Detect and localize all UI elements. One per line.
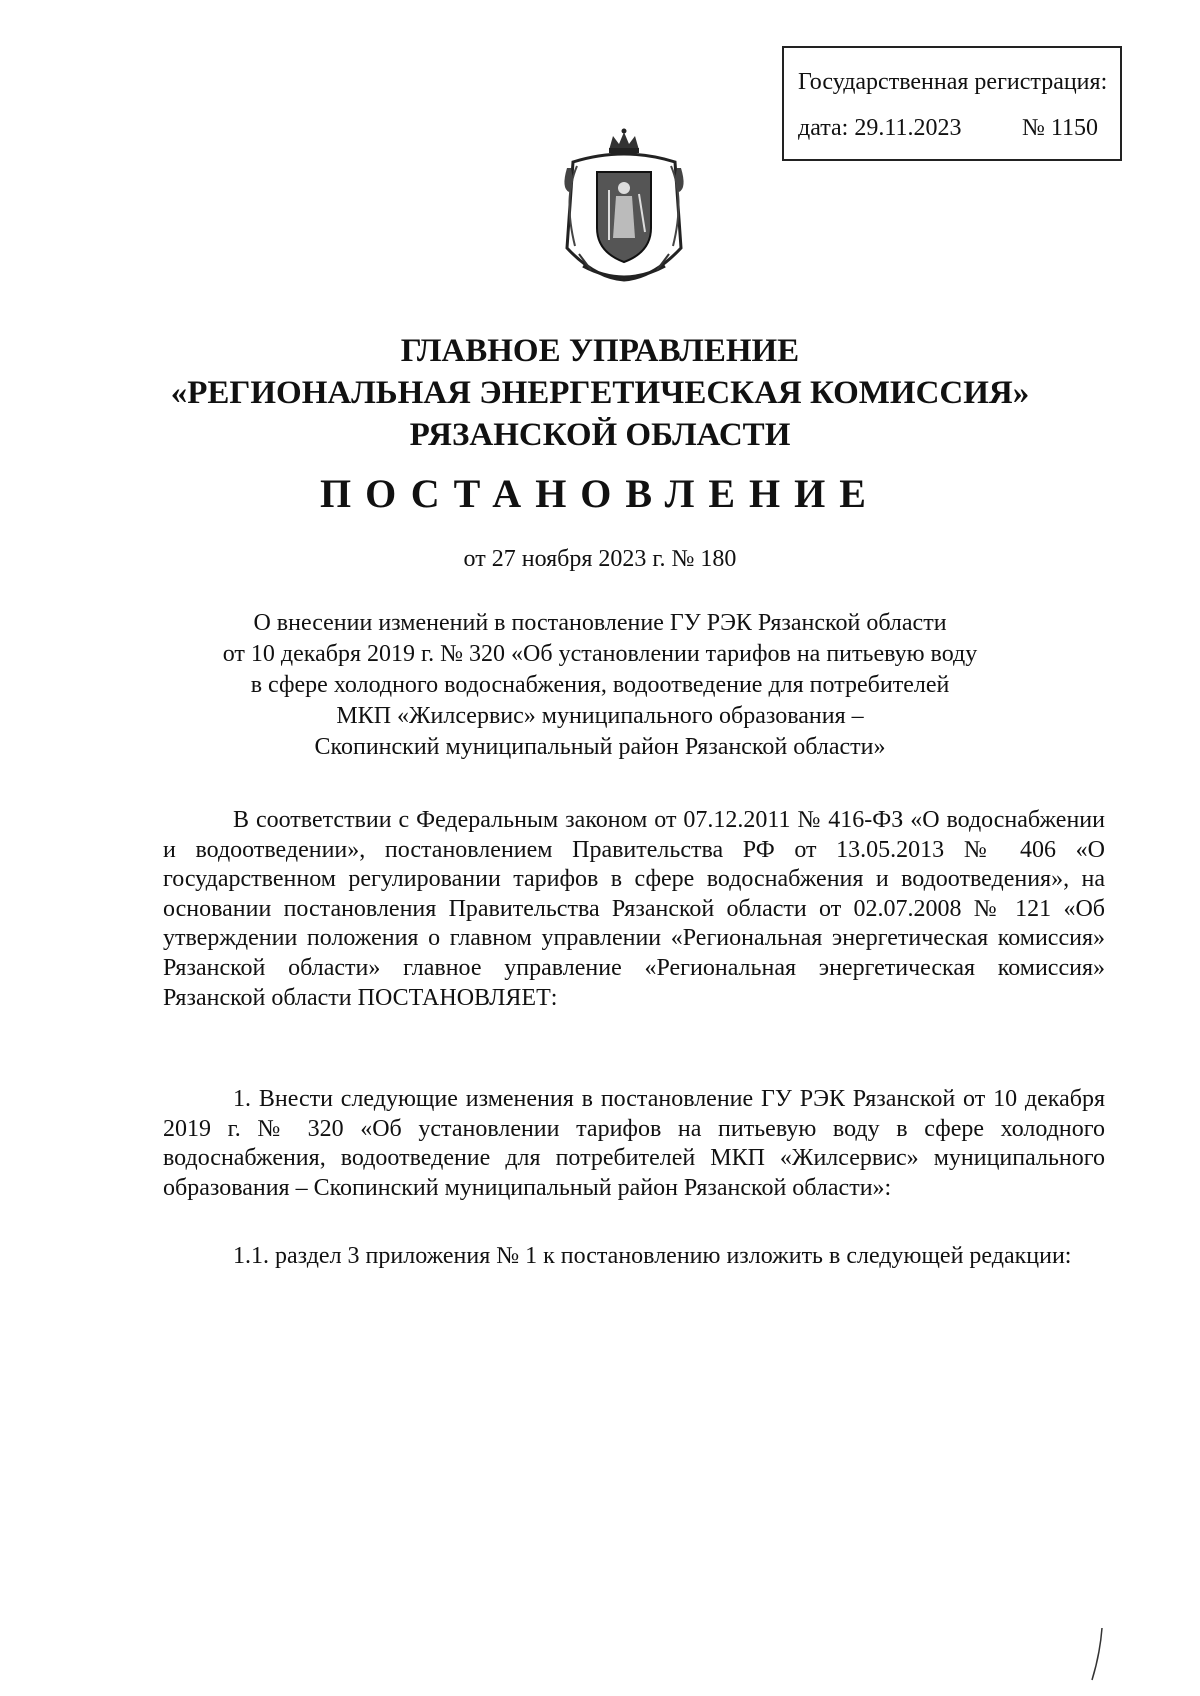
pen-mark-icon [1088,1624,1108,1684]
registration-title: Государственная регистрация: [798,69,1108,95]
subject-line-3: в сфере холодного водоснабжения, водоотведение для потребителей [250,672,950,698]
subject-line-1: О внесении изменений в постановление ГУ РЭК Рязанской области [253,610,947,636]
subject-line-4: МКП «Жилсервис» муниципального образования – [336,703,864,729]
coat-of-arms-icon [553,128,695,286]
subject-line-2: от 10 декабря 2019 г. № 320 «Об установлении тарифов на питьевую воду [222,641,978,667]
item-1-1-paragraph: 1.1. раздел 3 приложения № 1 к постановлению изложить в следующей редакции: [233,1243,1072,1269]
subject-line-5: Скопинский муниципальный район Рязанской области» [314,734,886,760]
registration-date: дата: 29.11.2023 [798,115,962,141]
document-subject [160,608,1040,763]
document-date-number: от 27 ноября 2023 г. № 180 [463,546,737,572]
preamble-paragraph: В соответствии с Федеральным законом от 07.12.2011 № 416-ФЗ «О водоснабжении и водоотведении», постановлением Правительства РФ от 13.05.2013 № 406 «О государственном регулировании тарифов в сфере водоснабжения и водоотведения», на основании постановления Правительства Рязанской области от 02.07.2008 № 121 «Об утверждении положения о главном управлении «Региональная энергетическая комиссия» Рязанской области» главное управление «Региональная энергетическая комиссия» Рязанской области ПОСТАНОВЛЯЕТ: [163,807,1105,1011]
document-type: ПОСТАНОВЛЕНИЕ [320,471,880,516]
organization-title-line-2: «РЕГИОНАЛЬНАЯ ЭНЕРГЕТИЧЕСКАЯ КОМИССИЯ» [170,375,1030,411]
registration-stamp [782,46,1122,161]
registration-number: № 1150 [1021,115,1098,141]
item-1-paragraph: 1. Внести следующие изменения в постановление ГУ РЭК Рязанской от 10 декабря 2019 г. № 320 «Об установлении тарифов на питьевую воду в сфере холодного водоснабжения, водоотведение для потребителей МКП «Жилсервис» муниципального образования – Скопинский муниципальный район Рязанской области»: [163,1086,1105,1201]
organization-title [0,330,1200,456]
organization-title-line-3: РЯЗАНСКОЙ ОБЛАСТИ [409,417,791,453]
organization-title-line-1: ГЛАВНОЕ УПРАВЛЕНИЕ [400,333,800,369]
